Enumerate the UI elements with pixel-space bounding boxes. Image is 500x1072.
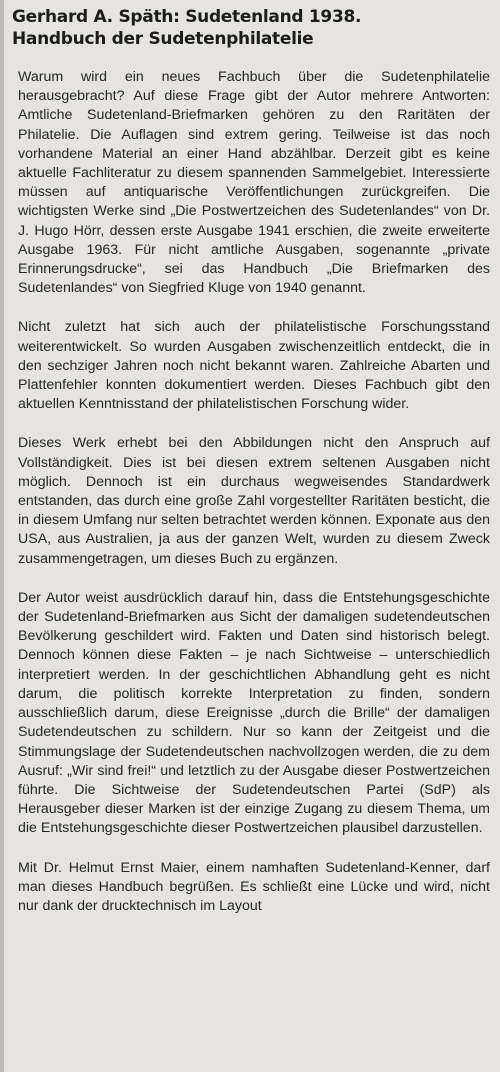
paragraph-4: Der Autor weist ausdrücklich darauf hin, dass die Entstehungsgeschichte der Sudetenland-Briefmarken aus Sicht der damaligen sudetendeutschen Bevölkerung geschildert wird. Fakten und Daten sind historisch belegt. Dennoch können diese Fakten – je nach Sichtweise – unterschiedlich interpretiert werden. In der geschichtlichen Abhandlung geht es nicht darum, die politisch korrekte Interpretation zu finden, sondern ausschließlich darum, diese Ereignisse „durch die Brille“ der damaligen Sudetendeutschen zu schildern. Nur so kann der Zeitgeist und die Stimmungslage der Sudetendeutschen nachvollzogen werden, die zu dem Ausruf: „Wir sind frei!“ und letztlich zu der Ausgabe dieser Postwertzeichen führte. Die Sichtweise der Sudetendeutschen Partei (SdP) als Herausgeber dieser Marken ist der einzige Zugang zu diesem Thema, um die Entstehungsgeschichte dieser Postwertzeichen plausibel darzustellen. bbox=[18, 589, 490, 837]
page-edge-rule bbox=[0, 0, 4, 1072]
article-body bbox=[12, 68, 490, 916]
paragraph-3: Dieses Werk erhebt bei den Abbildungen nicht den Anspruch auf Vollständigkeit. Dies ist bei diesen extrem seltenen Ausgaben nicht möglich. Dennoch ist ein durchaus wegweisendes Standardwerk entstanden, das durch eine große Zahl vorgestellter Raritäten besticht, die in diesem Umfang nur selten betrachtet werden können. Exponate aus den USA, aus Australien, ja aus der ganzen Welt, wurden zu diesem Zweck zusammengetragen, um dieses Buch zu ergänzen. bbox=[18, 435, 490, 567]
title-line-2: Handbuch der Sudetenphilatelie bbox=[12, 29, 314, 49]
article-title bbox=[12, 6, 490, 50]
paragraph-5: Mit Dr. Helmut Ernst Maier, einem namhaften Sudetenland-Kenner, darf man dieses Handbuch begrüßen. Es schließt eine Lücke und wird, nicht nur dank der drucktechnisch im Layout bbox=[18, 859, 490, 914]
paragraph-1: Warum wird ein neues Fachbuch über die Sudetenphilatelie herausgebracht? Auf diese Frage gibt der Autor mehrere Antworten: Amtliche Sudetenland-Briefmarken gehören zu den Raritäten der Philatelie. Die Auflagen sind extrem gering. Teilweise ist das noch vorhandene Material an einer Hand abzählbar. Derzeit gibt es keine aktuelle Fachliteratur zu diesem spannenden Sammelgebiet. Interessierte müssen auf antiquarische Veröffentlichungen zurückgreifen. Die wichtigsten Werke sind „Die Postwertzeichen des Sudetenlandes“ von Dr. J. Hugo Hörr, dessen erste Ausgabe 1941 erschien, die zweite erweiterte Ausgabe 1963. Für nicht amtliche Ausgaben, sogenannte „private Erinnerungsdrucke“, sei das Handbuch „Die Briefmarken des Sudetenlandes“ von Siegfried Kluge von 1940 genannt. bbox=[18, 69, 490, 297]
title-line-1: Gerhard A. Späth: Sudetenland 1938. bbox=[12, 7, 362, 27]
paragraph-2: Nicht zuletzt hat sich auch der philatelistische Forschungsstand weiterentwickelt. So wurden Ausgaben zwischenzeitlich entdeckt, die in den sechziger Jahren noch nicht bekannt waren. Zahlreiche Abarten und Plattenfehler konnten dokumentiert werden. Dieses Fachbuch gibt den aktuellen Kenntnisstand der philatelistischen Forschung wider. bbox=[18, 319, 490, 413]
